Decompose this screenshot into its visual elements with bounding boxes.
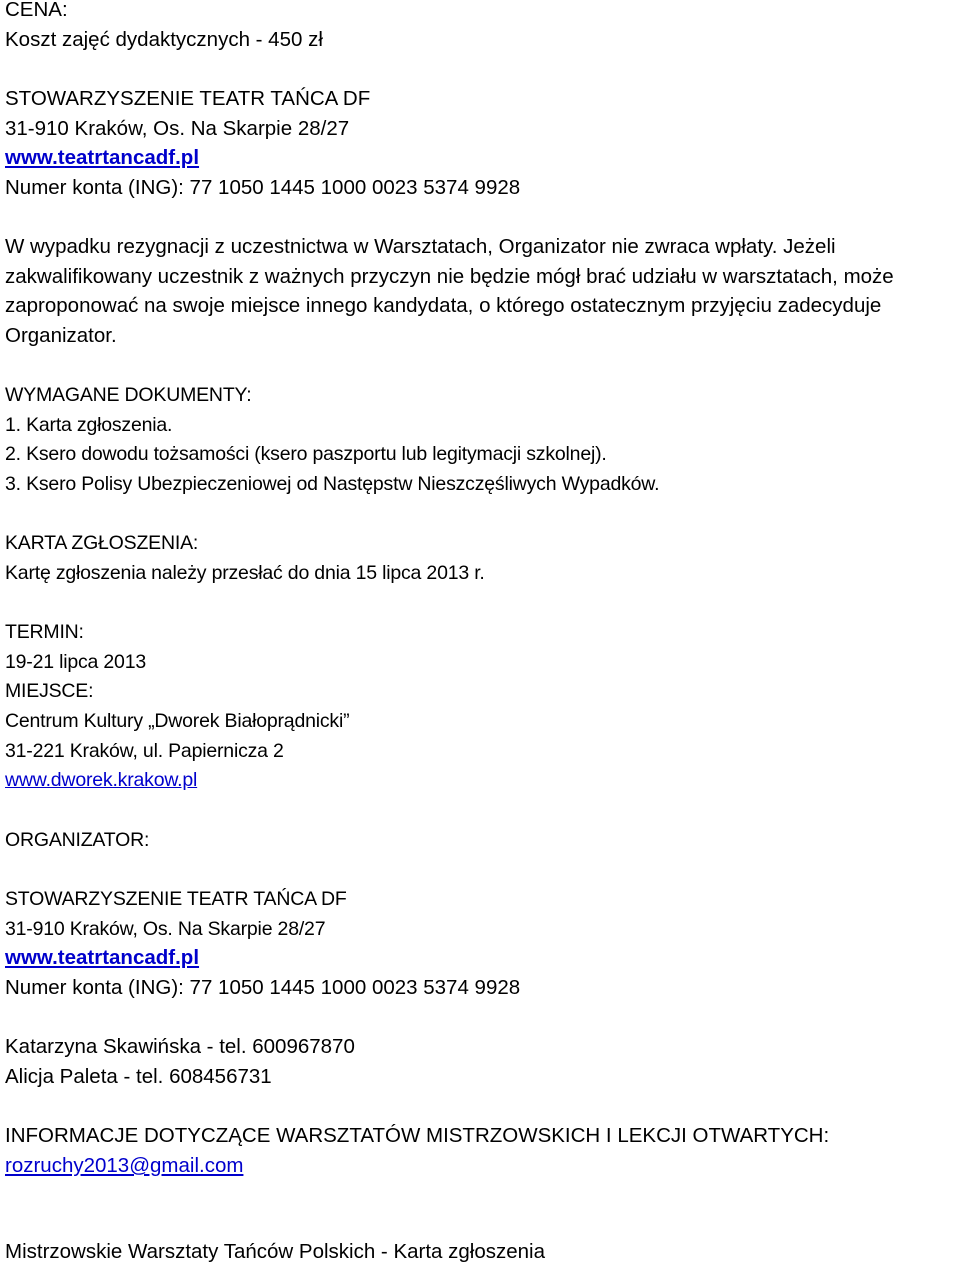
association-address: 31-910 Kraków, Os. Na Skarpie 28/27 (5, 117, 350, 140)
resignation-line-2: zakwalifikowany uczestnik z ważnych przyczyn nie będzie mógł brać udziału w warsztatach, może (5, 265, 894, 288)
application-heading: KARTA ZGŁOSZENIA: (5, 532, 199, 554)
info-heading: INFORMACJE DOTYCZĄCE WARSZTATÓW MISTRZOWSKICH I LEKCJI OTWARTYCH: (5, 1124, 830, 1147)
association-name: STOWARZYSZENIE TEATR TAŃCA DF (5, 87, 371, 110)
application-text: Kartę zgłoszenia należy przesłać do dnia 15 lipca 2013 r. (5, 562, 485, 584)
documents-item-2: 2. Ksero dowodu tożsamości (ksero paszportu lub legitymacji szkolnej). (5, 443, 607, 465)
price-heading: CENA: (5, 0, 68, 21)
price-cost: Koszt zajęć dydaktycznych - 450 zł (5, 28, 323, 51)
term-heading: TERMIN: (5, 621, 84, 643)
organizer-address: 31-910 Kraków, Os. Na Skarpie 28/27 (5, 918, 326, 940)
association-account: Numer konta (ING): 77 1050 1445 1000 0023 5374 9928 (5, 176, 521, 199)
resignation-line-3: zaproponować na swoje miejsce innego kandydata, o którego ostatecznym przyjęciu zadecyduje (5, 294, 882, 317)
organizer-account: Numer konta (ING): 77 1050 1445 1000 0023 5374 9928 (5, 976, 521, 999)
footer-text: Mistrzowskie Warsztaty Tańców Polskich - Karta zgłoszenia (5, 1240, 546, 1263)
venue-website-link[interactable]: www.dworek.krakow.pl (5, 769, 198, 791)
organizer-heading: ORGANIZATOR: (5, 829, 150, 851)
association-website-link[interactable]: www.teatrtancadf.pl (5, 146, 200, 169)
term-dates: 19-21 lipca 2013 (5, 651, 146, 673)
documents-heading: WYMAGANE DOKUMENTY: (5, 384, 252, 406)
info-email-link[interactable]: rozruchy2013@gmail.com (5, 1154, 244, 1177)
documents-item-1: 1. Karta zgłoszenia. (5, 414, 173, 436)
organizer-name: STOWARZYSZENIE TEATR TAŃCA DF (5, 888, 347, 910)
documents-item-3: 3. Ksero Polisy Ubezpieczeniowej od Następstw Nieszczęśliwych Wypadków. (5, 473, 660, 495)
resignation-line-1: W wypadku rezygnacji z uczestnictwa w Warsztatach, Organizator nie zwraca wpłaty. Jeżeli (5, 235, 836, 258)
venue-address: 31-221 Kraków, ul. Papiernicza 2 (5, 740, 284, 762)
contact-1: Katarzyna Skawińska - tel. 600967870 (5, 1035, 355, 1058)
contact-2: Alicja Paleta - tel. 608456731 (5, 1065, 272, 1088)
venue-name: Centrum Kultury „Dworek Białoprądnicki” (5, 710, 350, 732)
organizer-website-link[interactable]: www.teatrtancadf.pl (5, 946, 200, 969)
venue-heading: MIEJSCE: (5, 680, 94, 702)
resignation-line-4: Organizator. (5, 324, 117, 347)
